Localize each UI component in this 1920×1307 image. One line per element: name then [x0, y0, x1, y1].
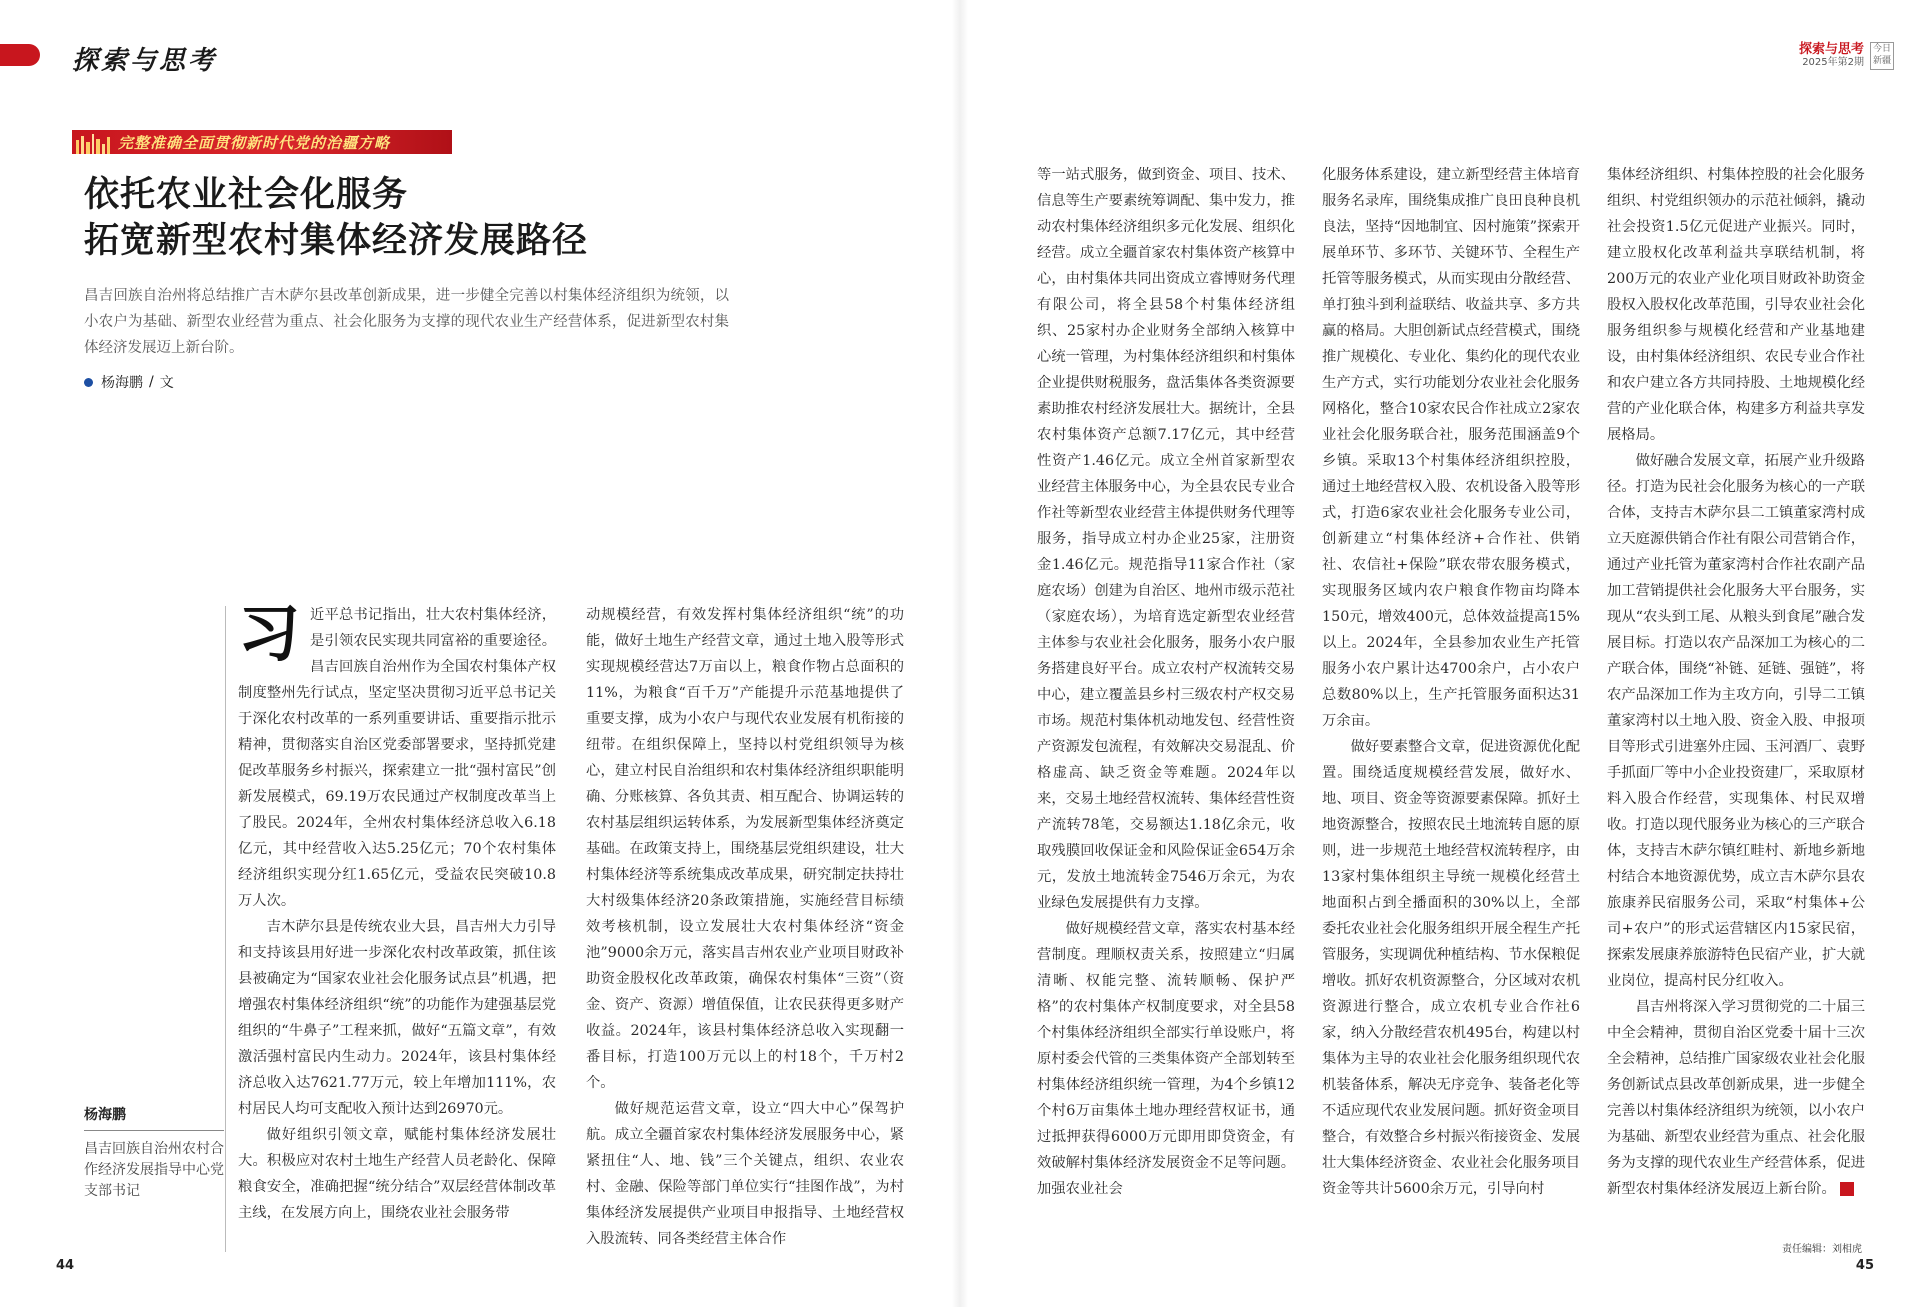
running-header-issue: 2025年第2期	[1802, 57, 1864, 68]
paragraph: 做好要素整合文章，促进资源优化配置。围绕适度规模经营发展，做好水、地、项目、资金等资源要素保障。抓好土地资源整合，按照农民土地流转自愿的原则，进一步规范土地经营权流转程序，由13家村集体组织主导统一规模化经营土地面积占到全播面积的30%以上，全部委托农业社会化服务组织开展全程生产托管服务，实现调优种植结构、节水保粮促增收。抓好农机资源整合，分区域对农机资源进行整合，成立农机专业合作社6家，纳入分散经营农机495台，构建以村集体为主导的农业社会化服务组织现代农机装备体系，解决无序竞争、装备老化等不适应现代农业发展问题。抓好资金项目整合，有效整合乡村振兴衔接资金、发展壮大集体经济资金、农业社会化服务项目资金等共计5600余万元，引导向村	[1322, 739, 1580, 1197]
editor-credit: 责任编辑：刘相虎	[1782, 1244, 1862, 1255]
section-marker	[0, 44, 40, 66]
author-bio	[84, 1104, 224, 1202]
banner-text: 完整准确全面贯彻新时代党的治疆方略	[118, 134, 391, 152]
author-name: 杨海鹏	[101, 375, 143, 391]
body-column-1	[238, 597, 556, 1226]
paragraph: 集体经济组织、村集体控股的社会化服务组织、村党组织领办的示范社倾斜，撬动社会投资1.5亿元促进产业振兴。同时，建立股权化改革利益共享联结机制，将200万元的农业产业化项目财政补助资金股权入股权化改革范围，引导农业社会化服务组织参与规模化经营和产业基地建设，由村集体经济组织、农民专业合作社和农户建立各方共同持股、土地规模化经营的产业化联合体，构建多方利益共享发展格局。	[1607, 167, 1865, 443]
bio-name: 杨海鹏	[84, 1107, 126, 1123]
topic-banner	[72, 130, 452, 154]
paragraph	[1607, 994, 1873, 1202]
title-line-1: 依托农业社会化服务	[84, 175, 409, 215]
paragraph: 等一站式服务，做到资金、项目、技术、信息等生产要素统筹调配、集中发力，推动农村集体经济组织多元化发展、组织化经营。成立全疆首家农村集体资产核算中心，由村集体共同出资成立睿博财务代理有限公司，将全县58个村集体经济组织、25家村办企业财务全部纳入核算中心统一管理，为村集体经济组织和村集体企业提供财税服务，盘活集体各类资源要素助推农村经济发展壮大。据统计，全县农村集体资产总额7.17亿元，其中经营性资产1.46亿元。成立全州首家新型农业经营主体服务中心，为全县农民专业合作社等新型农业经营主体提供财务代理等服务，指导成立村办企业25家，注册资金1.46亿元。规范指导11家合作社（家庭农场）创建为自治区、地州市级示范社（家庭农场），为培育选定新型农业经营主体参与农业社会化服务，服务小农户服务搭建良好平台。成立农村产权流转交易中心，建立覆盖县乡村三级农村产权交易市场。规范村集体机动地发包、经营性资产资源发包流程，有效解决交易混乱、价格虚高、缺乏资金等难题。2024年以来，交易土地经营权流转、集体经营性资产流转78笔，交易额达1.18亿余元，收取残膜回收保证金和风险保证金654万余元，发放土地流转金7546万余元，为农业绿色发展提供有力支撑。	[1037, 167, 1295, 911]
running-header	[1799, 42, 1894, 72]
paragraph: 做好组织引领文章，赋能村集体经济发展壮大。积极应对农村土地生产经营人员老龄化、保障粮食安全，准确把握“统分结合”双层经营体制改革主线，在发展方向上，围绕农业社会服务带	[238, 1127, 556, 1221]
bio-rule	[84, 1130, 224, 1131]
page-gutter	[952, 0, 968, 1307]
article-title	[84, 172, 588, 264]
paragraph: 吉木萨尔县是传统农业大县，昌吉州大力引导和支持该县用好进一步深化农村改革政策，抓住该县被确定为“国家农业社会化服务试点县”机遇，把增强农村集体经济组织“统”的功能作为建强基层党组织的“牛鼻子”工程来抓，做好“五篇文章”，有效激活强村富民内生动力。2024年，该县村集体经济总收入达7621.77万元，较上年增加111%，农村居民人均可支配收入预计达到26970元。	[238, 919, 556, 1117]
byline-dot-icon	[84, 378, 93, 387]
section-title: 探索与思考	[72, 46, 218, 76]
page-number-left: 44	[56, 1258, 75, 1273]
column-divider	[225, 606, 226, 1252]
paragraph	[238, 597, 556, 914]
author-role: 文	[159, 375, 174, 391]
body-column-4	[1322, 162, 1580, 1202]
body-column-2	[586, 602, 904, 1252]
paragraph-text: 近平总书记指出，壮大农村集体经济，是引领农民实现共同富裕的重要途径。昌吉回族自治州作为全国农村集体产权制度整州先行试点，坚定坚决贯彻习近平总书记关于深化农村改革的一系列重要讲话、重要指示批示精神，贯彻落实自治区党委部署要求，坚持抓党建促改革服务乡村振兴，探索建立一批“强村富民”创新发展模式，69.19万农民通过产权制度改革当上了股民。2024年，全州农村集体经济总收入6.18亿元，其中经营收入达5.25亿元；70个农村集体经济组织实现分红1.65亿元，受益农民突破10.8万人次。	[238, 607, 556, 909]
drop-cap: 习	[238, 597, 301, 670]
paragraph: 做好规模经营文章，落实农村基本经营制度。理顺权责关系，按照建立“归属清晰、权能完整、流转顺畅、保护严格”的农村集体产权制度要求，对全县58个村集体经济组织全部实行单设账户，将原村委会代管的三类集体资产全部划转至村集体经济组织统一管理，为4个乡镇12个村6万亩集体土地办理经营权证书，通过抵押获得6000万元即用即贷资金，有效破解村集体经济发展资金不足等问题。加强农业社会	[1037, 921, 1295, 1197]
page-number-right: 45	[1855, 1258, 1874, 1273]
body-column-3	[1037, 162, 1295, 1202]
body-column-5	[1607, 162, 1873, 1202]
paragraph: 化服务体系建设，建立新型经营主体培育服务名录库，围绕集成推广良田良种良机良法，坚持“因地制宜、因村施策”探索开展单环节、多环节、关键环节、全程生产托管等服务模式，从而实现由分散经营、单打独斗到利益联结、收益共享、多方共赢的格局。大胆创新试点经营模式，围绕推广规模化、专业化、集约化的现代农业生产方式，实行功能划分农业社会化服务网格化，整合10家农民合作社成立2家农业社会化服务联合社，服务范围涵盖9个乡镇。采取13个村集体经济组织控股，通过土地经营权入股、农机设备入股等形式，打造6家农业社会化服务专业公司，创新建立“村集体经济+合作社、供销社、农信社+保险”联农带农服务模式，实现服务区域内农户粮食作物亩均降本150元，增效400元，总体效益提高15%以上。2024年，全县参加农业生产托管服务小农户累计达4700余户，占小农户总数80%以上，生产托管服务面积达31万余亩。	[1322, 167, 1580, 729]
bio-description: 昌吉回族自治州农村合作经济发展指导中心党支部书记	[84, 1141, 224, 1199]
paragraph: 动规模经营，有效发挥村集体经济组织“统”的功能，做好土地生产经营文章，通过土地入股等形式实现规模经营达7万亩以上，粮食作物占总面积的11%，为粮食“百千万”产能提升示范基地提供了重要支撑，成为小农户与现代农业发展有机衔接的纽带。在组织保障上，坚持以村党组织领导为核心，建立村民自治组织和农村集体经济组织职能明确、分账核算、各负其责、相互配合、协调运转的农村基层组织运转体系，为发展新型集体经济奠定基础。在政策支持上，围绕基层党组织建设，壮大村集体经济等系统集成改革成果，研究制定扶持壮大村级集体经济20条政策措施，实施经营目标绩效考核机制，设立发展壮大农村集体经济“资金池”9000余万元，落实昌吉州农业产业项目财政补助资金股权化改革政策，确保农村集体“三资”（资金、资产、资源）增值保值，让农民获得更多财产收益。2024年，该县村集体经济总收入实现翻一番目标，打造100万元以上的村18个，千万村2个。	[586, 607, 904, 1091]
skyline-icon	[72, 130, 120, 154]
magazine-logo: 今日新疆	[1870, 42, 1894, 70]
running-header-column: 探索与思考	[1798, 42, 1864, 57]
byline	[84, 372, 174, 392]
paragraph: 做好融合发展文章，拓展产业升级路径。打造为民社会化服务为核心的一产联合体，支持吉木萨尔县二工镇董家湾村成立天庭源供销合作社有限公司营销合作，通过产业托管为董家湾村合作社农副产品加工营销提供社会化服务大平台服务，实现从“农头到工尾、从粮头到食尾”融合发展目标。打造以农产品深加工为核心的二产联合体，围绕“补链、延链、强链”，将农产品深加工作为主攻方向，引导二工镇董家湾村以土地入股、资金入股、申报项目等形式引进塞外庄园、玉河酒厂、袁野手抓面厂等中小企业投资建厂，采取原材料入股合作经营，实现集体、村民双增收。打造以现代服务业为核心的三产联合体，支持吉木萨尔镇红畦村、新地乡新地村结合本地资源优势，成立吉木萨尔县农旅康养民宿服务公司，采取“村集体+公司+农户”的形式运营辖区内15家民宿，探索发展康养旅游特色民宿产业，扩大就业岗位，提高村民分红收入。	[1607, 453, 1865, 989]
paragraph: 做好规范运营文章，设立“四大中心”保驾护航。成立全疆首家农村集体经济发展服务中心，紧紧扭住“人、地、钱”三个关键点，组织、农业农村、金融、保险等部门单位实行“挂图作战”，为村集体经济发展提供产业项目申报指导、土地经营权入股流转、同各类经营主体合作	[586, 1101, 904, 1247]
byline-separator: /	[149, 374, 154, 390]
article-lead: 昌吉回族自治州将总结推广吉木萨尔县改革创新成果，进一步健全完善以村集体经济组织为统领，以小农户为基础、新型农业经营为重点、社会化服务为支撑的现代农业生产经营体系，促进新型农村集体经济发展迈上新台阶。	[84, 288, 729, 356]
running-header-text	[1799, 42, 1864, 69]
paragraph-text: 昌吉州将深入学习贯彻党的二十届三中全会精神，贯彻自治区党委十届十三次全会精神，总结推广国家级农业社会化服务创新试点县改革创新成果，进一步健全完善以村集体经济组织为统领，以小农户为基础、新型农业经营为重点、社会化服务为支撑的现代农业生产经营体系，促进新型农村集体经济发展迈上新台阶。	[1607, 999, 1865, 1197]
end-mark-icon: J	[1840, 1182, 1854, 1196]
title-line-2: 拓宽新型农村集体经济发展路径	[84, 221, 589, 261]
